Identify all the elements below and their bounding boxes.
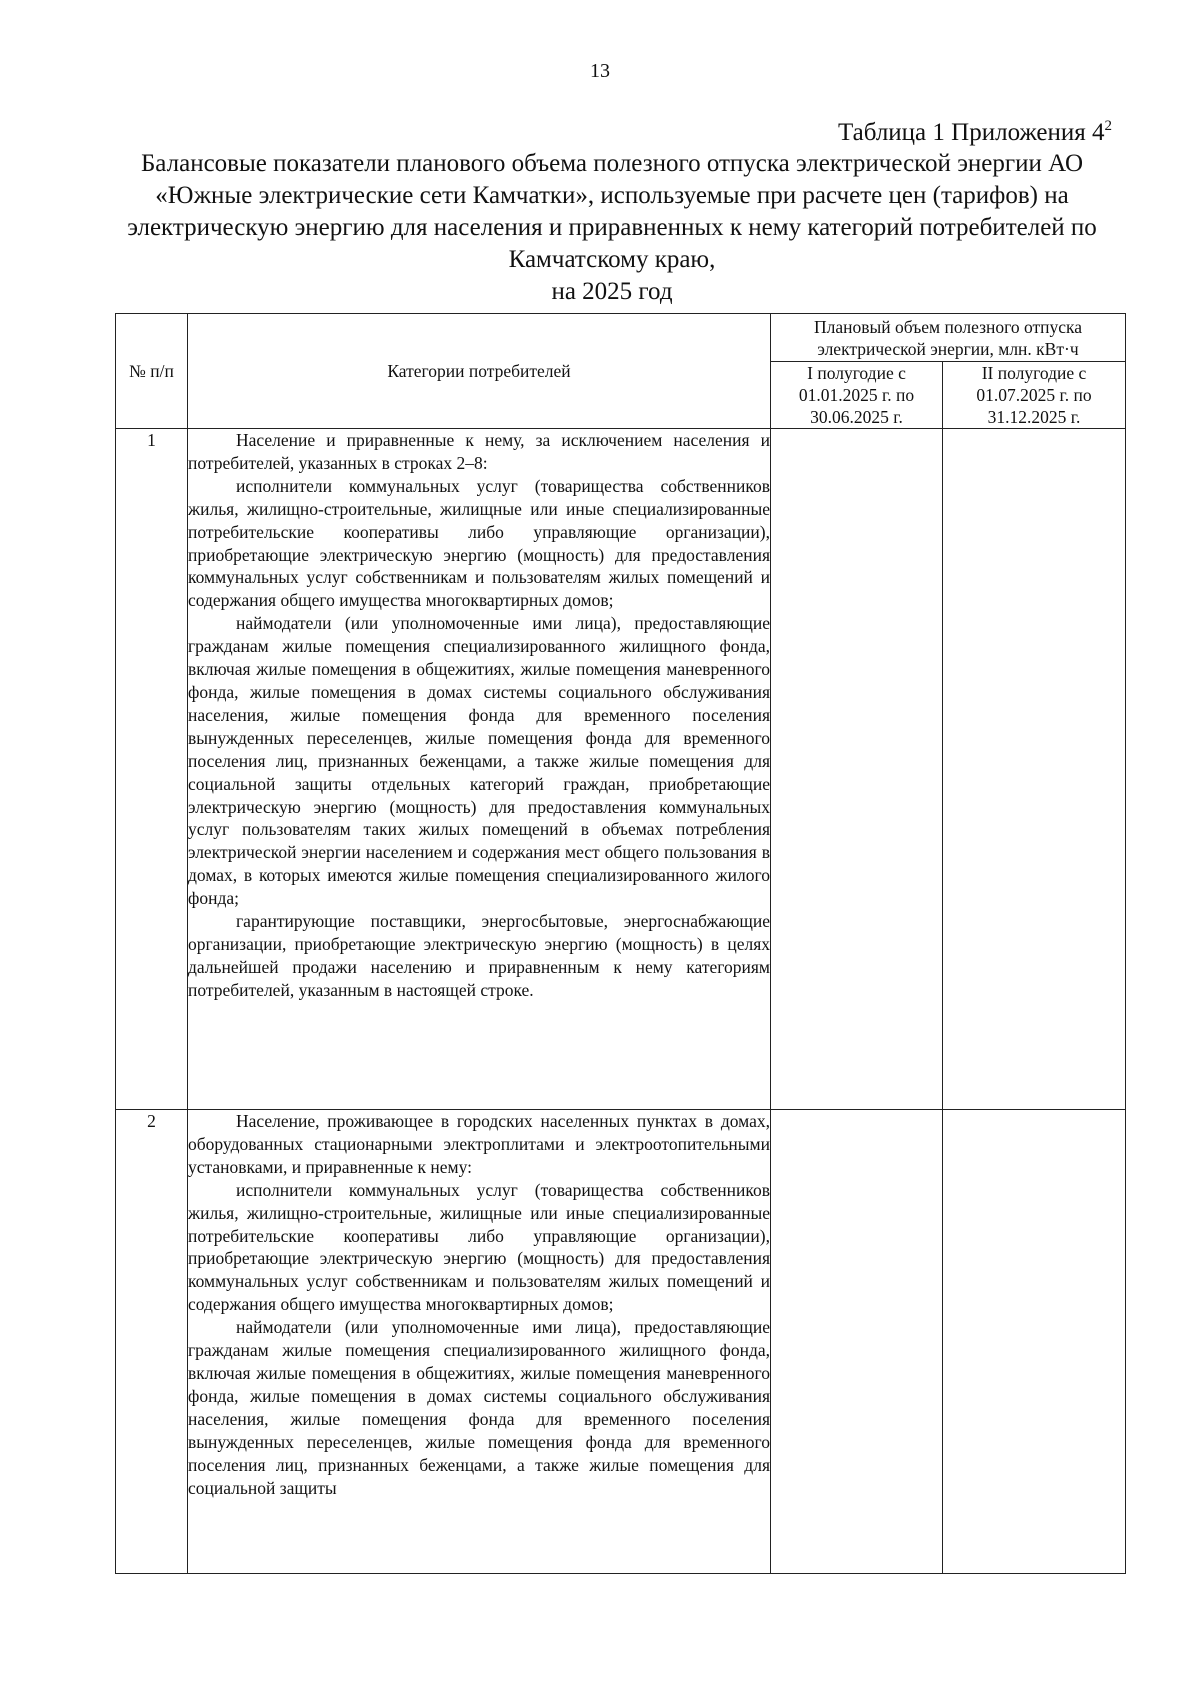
second-half-value <box>943 1110 1126 1574</box>
header-second-half: II полугодие с 01.07.2025 г. по 31.12.2025 г. <box>943 362 1126 429</box>
balance-table <box>115 313 1126 1574</box>
first-half-value <box>771 1110 943 1574</box>
category-paragraph: исполнители коммунальных услуг (товарищества собственников жилья, жилищно-строительные, жилищные или иные специализированные потребительские кооперативы либо управляющие организации), приобретающие электрическую энергию (мощность) для предоставления коммунальных услуг собственникам и пользователям жилых помещений и содержания общего имущества многоквартирных домов; <box>188 1179 770 1315</box>
category-paragraph: гарантирующие поставщики, энергосбытовые, энергоснабжающие организации, приобретающие электрическую энергию (мощность) в целях дальнейшей продажи населению и приравненным к нему категориям потребителей, указанным в настоящей строке. <box>188 911 770 1000</box>
table-caption <box>838 118 1112 147</box>
header-volume: Плановый объем полезного отпуска электрической энергии, млн. кВт·ч <box>771 314 1126 362</box>
category-paragraph: Население, проживающее в городских населенных пунктах в домах, оборудованных стационарными электроплитами и электроотопительными установками, и приравненные к нему: <box>188 1111 770 1177</box>
document-title <box>112 148 1112 308</box>
table-caption-text: Таблица 1 Приложения 4 <box>837 119 1105 146</box>
table-row <box>116 429 1126 1110</box>
document-title-year: на 2025 год <box>551 278 673 305</box>
header-category: Категории потребителей <box>188 314 771 429</box>
category-paragraph: исполнители коммунальных услуг (товарищества собственников жилья, жилищно-строительные, жилищные или иные специализированные потребительские кооперативы либо управляющие организации), приобретающие электрическую энергию (мощность) для предоставления коммунальных услуг собственникам и пользователям жилых помещений и содержания общего имущества многоквартирных домов; <box>188 475 770 611</box>
category-paragraph: наймодатели (или уполномоченные ими лица), предоставляющие гражданам жилые помещения специализированного жилищного фонда, включая жилые помещения в общежитиях, жилые помещения маневренного фонда, жилые помещения в домах системы социального обслуживания населения, жилые помещения фонда для временного поселения вынужденных переселенцев, жилые помещения фонда для временного поселения лиц, признанных беженцами, а также жилые помещения для социальной защиты отдельных категорий граждан, приобретающие электрическую энергию (мощность) для предоставления коммунальных услуг пользователям таких жилых помещений в объемах потребления электрической энергии населением и содержания мест общего пользования в домах, в которых имеются жилые помещения специализированного жилого фонда; <box>188 613 770 909</box>
table-caption-superscript: 2 <box>1104 118 1112 134</box>
table-row <box>116 1110 1126 1574</box>
category-paragraph: Население и приравненные к нему, за исключением населения и потребителей, указанных в строках 2–8: <box>188 430 770 473</box>
row-category <box>188 1110 771 1574</box>
header-number: № п/п <box>116 314 188 429</box>
document-title-main: Балансовые показатели планового объема полезного отпуска электрической энергии АО «Южные электрические сети Камчатки», используемые при расчете цен (тарифов) на электрическую энергию для населения и приравненных к нему категорий потребителей по Камчатскому краю, <box>127 150 1097 273</box>
first-half-value <box>771 429 943 1110</box>
row-category <box>188 429 771 1110</box>
second-half-value <box>943 429 1126 1110</box>
category-paragraph: наймодатели (или уполномоченные ими лица), предоставляющие гражданам жилые помещения специализированного жилищного фонда, включая жилые помещения в общежитиях, жилые помещения маневренного фонда, жилые помещения в домах системы социального обслуживания населения, жилые помещения фонда для временного поселения вынужденных переселенцев, жилые помещения фонда для временного поселения лиц, признанных беженцами, а также жилые помещения для социальной защиты <box>188 1317 770 1498</box>
page-number: 13 <box>590 60 610 82</box>
row-number: 2 <box>116 1110 188 1574</box>
table-header-row <box>116 314 1126 362</box>
header-first-half: I полугодие с 01.01.2025 г. по 30.06.2025 г. <box>771 362 943 429</box>
row-number: 1 <box>116 429 188 1110</box>
